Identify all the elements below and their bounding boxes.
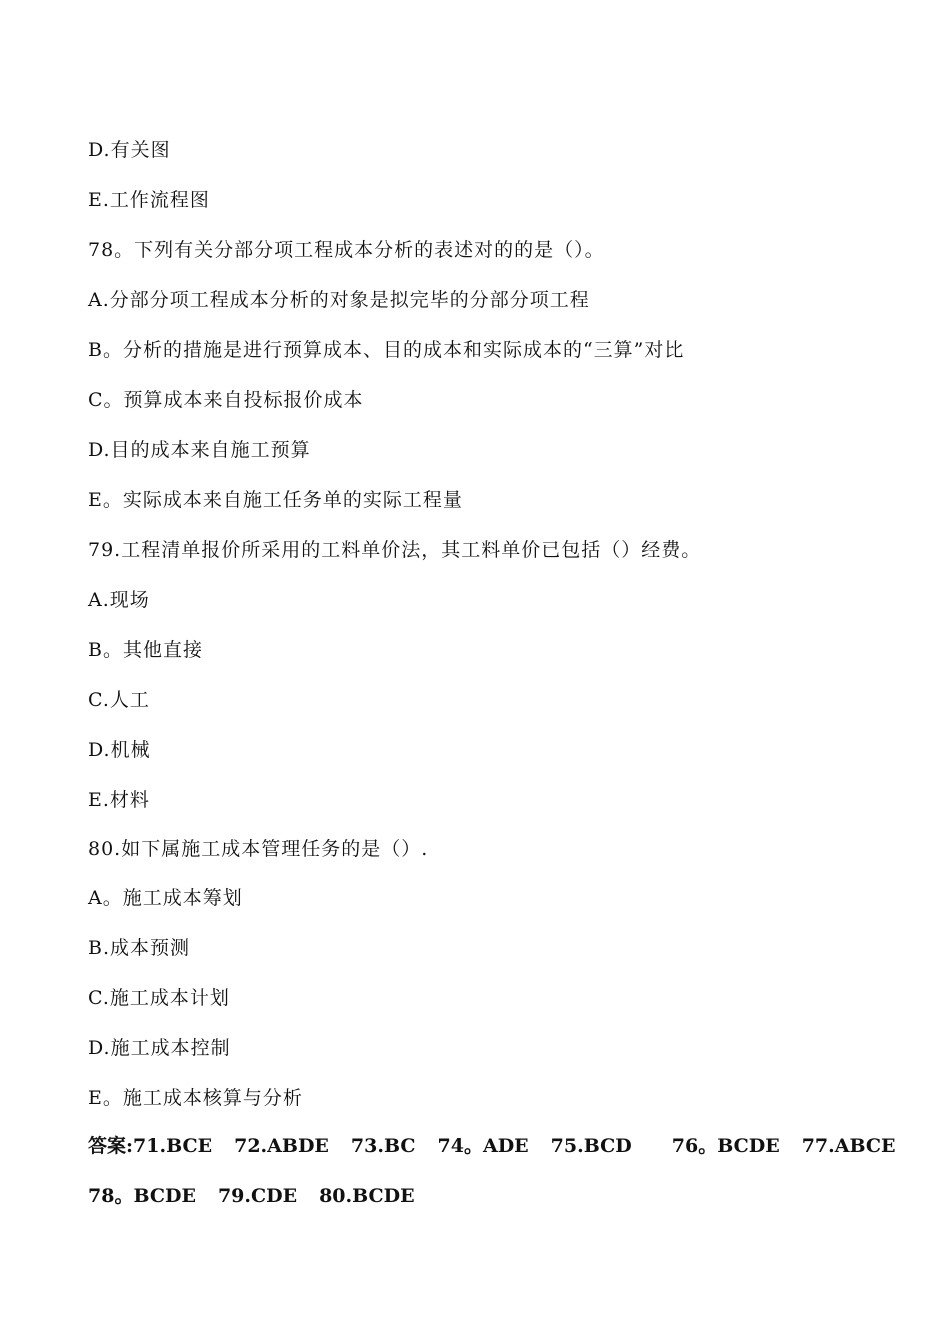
answer-78: 78。BCDE [88, 1185, 196, 1207]
option-80-b: B.成本预测 [88, 937, 191, 959]
answer-73: 73.BC [350, 1135, 416, 1157]
option-79-c: C.人工 [88, 689, 150, 711]
answer-76: 76。BCDE [671, 1135, 780, 1157]
answer-75: 75.BCD [550, 1135, 632, 1157]
answer-74: 74。ADE [437, 1135, 529, 1157]
answer-label: 答案: [88, 1135, 134, 1157]
option-80-e: E。施工成本核算与分析 [88, 1087, 303, 1109]
option-79-b: B。其他直接 [88, 639, 203, 661]
answer-80: 80.BCDE [319, 1185, 415, 1207]
question-79: 79.工程清单报价所采用的工料单价法，其工料单价已包括（）经费。 [88, 539, 702, 561]
option-80-c: C.施工成本计划 [88, 987, 230, 1009]
answer-77: 77.ABCE [801, 1135, 896, 1157]
answer-key-row-2 [88, 1183, 415, 1209]
option-78-d: D.目的成本来自施工预算 [88, 439, 311, 461]
option-78-c: C。预算成本来自投标报价成本 [88, 389, 364, 411]
option-78-a: A.分部分项工程成本分析的对象是拟完毕的分部分项工程 [88, 289, 590, 311]
option-79-e: E.材料 [88, 789, 150, 811]
option-79-a: A.现场 [88, 589, 150, 611]
option-77-d: D.有关图 [88, 139, 171, 161]
question-80: 80.如下属施工成本管理任务的是（）. [88, 838, 429, 860]
answer-71: 71.BCE [133, 1135, 213, 1157]
option-80-a: A。施工成本筹划 [88, 887, 243, 909]
option-78-e: E。实际成本来自施工任务单的实际工程量 [88, 489, 463, 511]
option-78-b: B。分析的措施是进行预算成本、目的成本和实际成本的“三算”对比 [88, 339, 685, 361]
answer-79: 79.CDE [217, 1185, 298, 1207]
answer-key-row-1 [88, 1133, 896, 1159]
option-79-d: D.机械 [88, 739, 151, 761]
answer-72: 72.ABDE [234, 1135, 329, 1157]
option-80-d: D.施工成本控制 [88, 1037, 231, 1059]
question-78: 78。下列有关分部分项工程成本分析的表述对的的是（）。 [88, 239, 605, 261]
option-77-e: E.工作流程图 [88, 189, 210, 211]
